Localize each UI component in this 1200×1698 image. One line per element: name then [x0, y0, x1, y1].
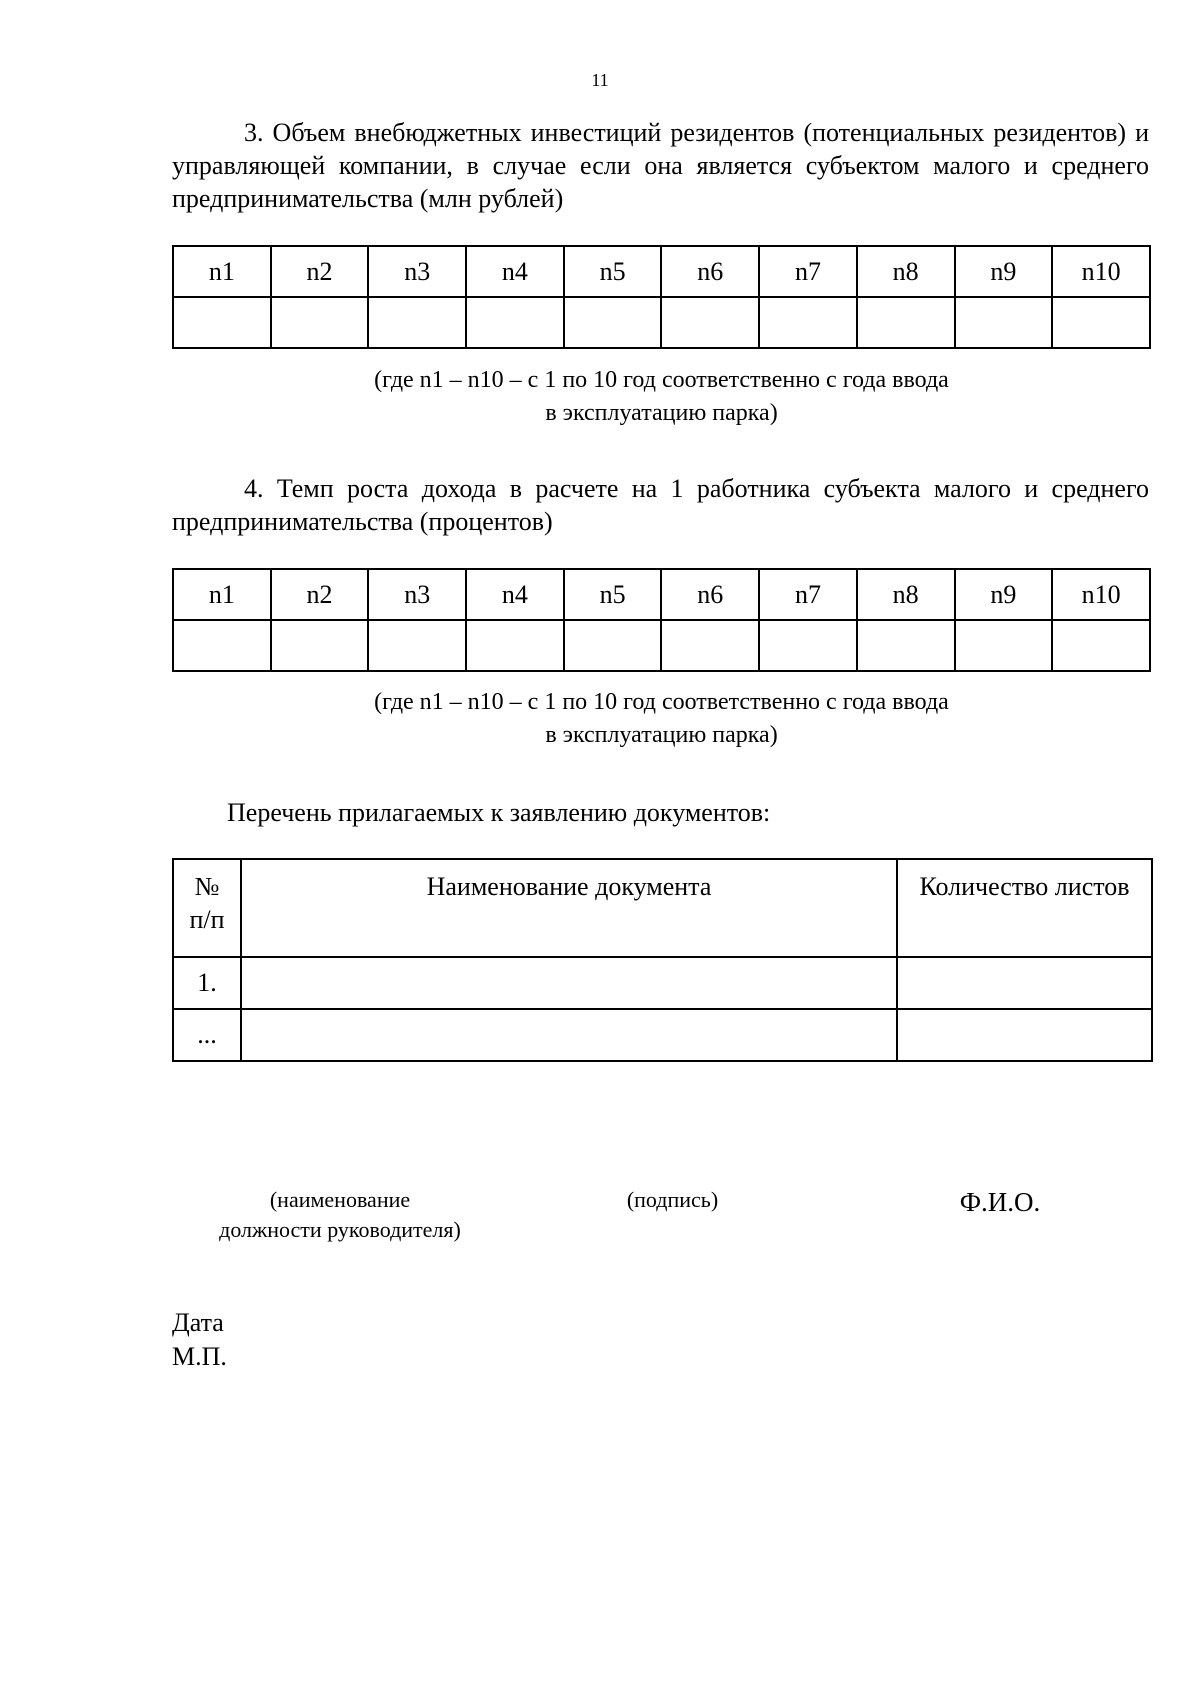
document-name-cell[interactable]	[241, 1009, 897, 1061]
note-line: (где n1 – n10 – с 1 по 10 год соответственно с года ввода	[374, 689, 949, 715]
note-line: в эксплуатацию парка)	[545, 722, 778, 748]
table-value-row	[173, 297, 1150, 348]
column-header-sheet-count: Количество листов	[897, 859, 1152, 957]
row-number: 1.	[173, 957, 241, 1009]
year-value-cell[interactable]	[1052, 297, 1150, 348]
fio-label: Ф.И.О.	[959, 1187, 1041, 1217]
position-label: (наименование должности руководителя)	[219, 1187, 461, 1242]
sheet-count-cell[interactable]	[897, 957, 1152, 1009]
table-value-row	[173, 620, 1150, 671]
section-4-note	[172, 686, 1151, 752]
year-header-n5: n5	[564, 569, 662, 620]
section-4-text: 4. Темп роста дохода в расчете на 1 работника субъекта малого и среднего предпринимательства (процентов)	[172, 474, 1149, 536]
column-header-number: № п/п	[173, 859, 241, 957]
year-value-cell[interactable]	[466, 620, 564, 671]
year-value-cell[interactable]	[661, 297, 759, 348]
table-row	[173, 1009, 1152, 1061]
year-header-n9: n9	[955, 246, 1053, 297]
document-name-cell[interactable]	[241, 957, 897, 1009]
year-value-cell[interactable]	[564, 620, 662, 671]
year-header-n4: n4	[466, 246, 564, 297]
year-header-n2: n2	[271, 246, 369, 297]
year-header-n7: n7	[759, 569, 857, 620]
year-header-n10: n10	[1052, 569, 1150, 620]
year-header-n8: n8	[857, 569, 955, 620]
year-value-cell[interactable]	[1052, 620, 1150, 671]
year-header-n3: n3	[368, 246, 466, 297]
table-header-row	[173, 569, 1150, 620]
year-header-n2: n2	[271, 569, 369, 620]
year-value-cell[interactable]	[271, 297, 369, 348]
year-header-n9: n9	[955, 569, 1053, 620]
year-header-n4: n4	[466, 569, 564, 620]
year-value-cell[interactable]	[466, 297, 564, 348]
stamp-label: М.П.	[172, 1342, 227, 1371]
year-value-cell[interactable]	[857, 620, 955, 671]
year-header-n5: n5	[564, 246, 662, 297]
year-value-cell[interactable]	[173, 297, 271, 348]
year-value-cell[interactable]	[173, 620, 271, 671]
page-number: 11	[591, 70, 609, 90]
year-header-n10: n10	[1052, 246, 1150, 297]
section-3-text: 3. Объем внебюджетных инвестиций резидентов (потенциальных резидентов) и управляющей компании, в случае если она является субъектом малого и среднего предпринимательства (млн рублей)	[172, 118, 1149, 213]
section-3-note	[172, 364, 1151, 430]
year-value-cell[interactable]	[759, 620, 857, 671]
year-header-n6: n6	[661, 246, 759, 297]
year-value-cell[interactable]	[955, 297, 1053, 348]
date-label: Дата	[172, 1308, 224, 1337]
year-value-cell[interactable]	[661, 620, 759, 671]
year-value-cell[interactable]	[759, 297, 857, 348]
documents-heading: Перечень прилагаемых к заявлению документов:	[227, 798, 771, 827]
row-number: ...	[173, 1009, 241, 1061]
year-value-cell[interactable]	[955, 620, 1053, 671]
year-header-n8: n8	[857, 246, 955, 297]
year-header-n3: n3	[368, 569, 466, 620]
year-value-cell[interactable]	[564, 297, 662, 348]
year-header-n1: n1	[173, 246, 271, 297]
year-header-n7: n7	[759, 246, 857, 297]
table-header-row	[173, 859, 1152, 957]
note-line: (где n1 – n10 – с 1 по 10 год соответственно с года ввода	[374, 367, 949, 393]
table-header-row	[173, 246, 1150, 297]
documents-table	[172, 858, 1153, 1062]
year-value-cell[interactable]	[368, 297, 466, 348]
column-header-document-name: Наименование документа	[241, 859, 897, 957]
signature-label: (подпись)	[626, 1187, 719, 1212]
year-value-cell[interactable]	[368, 620, 466, 671]
year-value-cell[interactable]	[271, 620, 369, 671]
year-header-n1: n1	[173, 569, 271, 620]
year-value-cell[interactable]	[857, 297, 955, 348]
section-4-years-table	[172, 568, 1151, 672]
table-row	[173, 957, 1152, 1009]
section-3-years-table	[172, 245, 1151, 349]
note-line: в эксплуатацию парка)	[545, 400, 778, 426]
year-header-n6: n6	[661, 569, 759, 620]
sheet-count-cell[interactable]	[897, 1009, 1152, 1061]
